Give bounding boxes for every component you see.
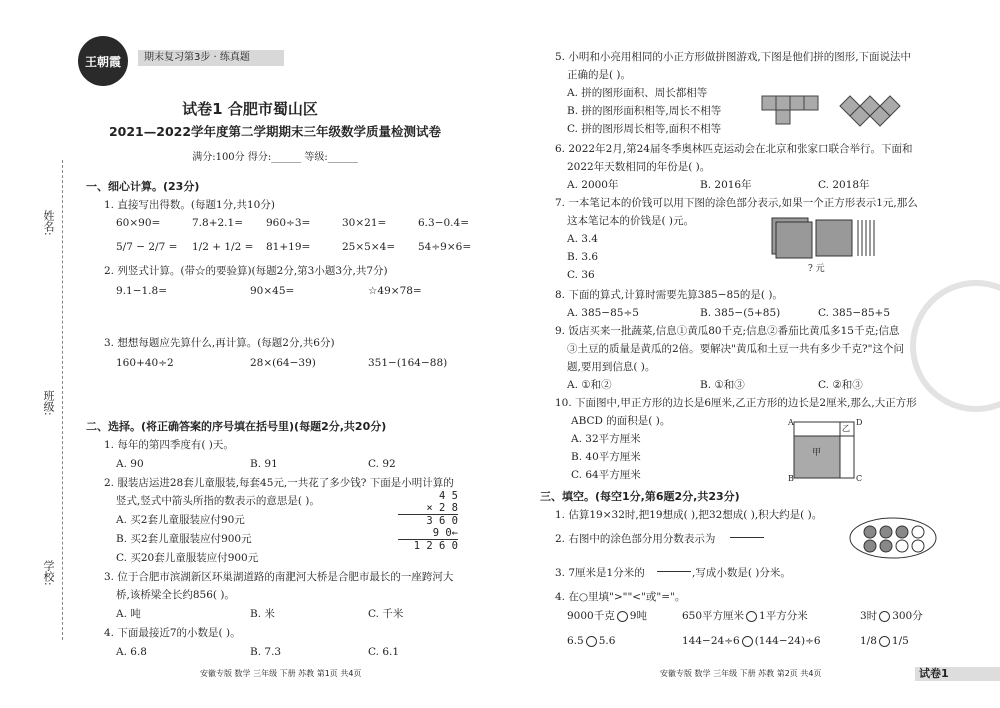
s5-option: A. 拼的图形面积、周长都相等 (567, 87, 708, 99)
s2-prompt: 2. 服装店运进28套儿童服装,每套45元,一共花了多少钱? 下面是小明计算的 (104, 477, 454, 489)
q1-item: 30×21= (342, 217, 387, 229)
s5-prompt: 5. 小明和小亮用相同的小正方形做拼图游戏,下图是他们拼的图形,下面说法中 (555, 51, 912, 63)
s10-option: A. 32平方厘米 (571, 433, 641, 445)
q1-item: 5/7 − 2/7 = (116, 241, 178, 253)
q1-item: 1/2 + 1/2 = (192, 241, 254, 253)
lhs: 3时 (860, 610, 878, 622)
f2-figure (848, 516, 938, 560)
lhs: 1/8 (860, 635, 877, 647)
calc-line: 4 5 (439, 490, 458, 502)
q1-item: 54÷9×6= (418, 241, 472, 253)
q1-item: 960÷3= (266, 217, 311, 229)
s1-prompt: 1. 每年的第四季度有( )天。 (104, 439, 234, 451)
label-yi: 乙 (842, 424, 850, 433)
q1-prompt: 1. 直接写出得数。(每题1分,共10分) (104, 199, 275, 211)
s9-prompt-cont: ③土豆的质量是黄瓜的2倍。要解决"黄瓜和土豆一共有多少千克?"这个问 (567, 343, 904, 355)
score-line: 满分:100分 得分:______ 等级:______ (192, 152, 358, 163)
rhs: (144−24)÷6 (754, 635, 821, 647)
right-footer: 安徽专版 数学 三年级 下册 苏教 第2页 共4页 (660, 669, 822, 678)
q3-item: 351−(164−88) (368, 357, 448, 369)
lhs: 650平方厘米 (682, 610, 745, 622)
s5-option: C. 拼的图形周长相等,面积不相等 (567, 123, 722, 135)
s6-option: B. 2016年 (700, 179, 752, 191)
compare-circle[interactable] (746, 611, 757, 622)
class-label: 班级: (42, 390, 55, 416)
f3-prompt-cont: ,写成小数是( )分米。 (692, 567, 791, 579)
section-3-heading: 三、填空。(每空1分,第6题2分,共23分) (540, 490, 740, 503)
s3-prompt-cont: 桥,该桥梁全长约856( )。 (116, 589, 235, 601)
s10-figure (786, 416, 866, 486)
f2-prompt: 2. 右图中的涂色部分用分数表示为 (555, 533, 716, 545)
binding-line (62, 160, 63, 640)
paper-tag: 试卷1 (915, 667, 1000, 681)
rhs: 300分 (892, 610, 923, 622)
label-c: C (856, 474, 863, 483)
calc-line: 1 2 6 0 (413, 540, 458, 552)
f3-fraction-blank (657, 558, 691, 586)
s7-figure (770, 216, 880, 260)
s2-option: A. 买2套儿童服装应付90元 (116, 514, 245, 526)
label-a: A (788, 418, 794, 427)
rhs: 5.6 (598, 635, 616, 647)
f3-prompt: 3. 7厘米是1分米的 (555, 567, 645, 579)
s5-prompt-cont: 正确的是( )。 (567, 69, 632, 81)
header-banner: 期末复习第3步 · 练真题 (138, 50, 284, 66)
s3-option: B. 米 (250, 608, 275, 620)
s5-figure (760, 88, 910, 128)
s6-option: C. 2018年 (818, 179, 870, 191)
compare-circle[interactable] (586, 636, 597, 647)
brand-seal: 王朝霞 (78, 36, 128, 86)
s8-option: A. 385−85÷5 (567, 307, 639, 319)
q1-item: 6.3−0.4= (418, 217, 469, 229)
s9-option: B. ①和③ (700, 379, 745, 391)
s7-prompt: 7. 一本笔记本的价钱可以用下图的涂色部分表示,如果一个正方形表示1元,那么 (555, 197, 918, 209)
rhs: 1平方分米 (759, 610, 808, 622)
q2-item: 90×45= (250, 285, 295, 297)
q1-item: 7.8+2.1= (192, 217, 243, 229)
paper-title: 试卷1 合肥市蜀山区 (182, 100, 318, 118)
s2-prompt-cont: 竖式,竖式中箭头所指的数表示的意思是( )。 (116, 495, 320, 507)
s7-prompt-cont: 这本笔记本的价钱是( )元。 (567, 215, 695, 227)
s10-option: C. 64平方厘米 (571, 469, 641, 481)
s3-option: C. 千米 (368, 608, 404, 620)
compare-item (567, 634, 615, 648)
s6-prompt: 6. 2022年2月,第24届冬季奥林匹克运动会在北京和张家口联合举行。下面和 (555, 143, 913, 155)
s1-option: C. 92 (368, 458, 396, 470)
lhs: 144−24÷6 (682, 635, 740, 647)
s1-option: B. 91 (250, 458, 278, 470)
q1-item: 25×5×4= (342, 241, 396, 253)
compare-item (860, 609, 923, 623)
school-label: 学校: (42, 560, 55, 586)
compare-item (682, 634, 821, 648)
s2-option: C. 买20套儿童服装应付900元 (116, 552, 259, 564)
q3-item: 28×(64−39) (250, 357, 316, 369)
s1-option: A. 90 (116, 458, 144, 470)
paper-subtitle: 2021—2022学年度第二学期期末三年级数学质量检测试卷 (108, 124, 442, 139)
q1-item: 81+19= (266, 241, 311, 253)
compare-item (682, 609, 808, 623)
compare-circle[interactable] (617, 611, 628, 622)
q3-item: 160+40÷2 (116, 357, 174, 369)
label-d: D (856, 418, 863, 427)
s9-option: C. ②和③ (818, 379, 863, 391)
s10-prompt: 10. 下面图中,甲正方形的边长是6厘米,乙正方形的边长是2厘米,那么,大正方形 (555, 397, 917, 409)
label-jia: 甲 (812, 448, 822, 458)
q2-prompt: 2. 列竖式计算。(带☆的要验算)(每题2分,第3小题3分,共7分) (104, 265, 388, 277)
q2-item: ☆49×78= (368, 285, 422, 297)
q2-item: 9.1−1.8= (116, 285, 167, 297)
s9-prompt: 9. 饭店买来一批蔬菜,信息①黄瓜80千克;信息②番茄比黄瓜多15千克;信息 (555, 325, 900, 337)
s8-prompt: 8. 下面的算式,计算时需要先算385−85的是( )。 (555, 289, 783, 301)
s2-option: B. 买2套儿童服装应付900元 (116, 533, 252, 545)
calc-line: 9 0← (398, 527, 458, 540)
lhs: 9000千克 (567, 610, 615, 622)
calc-line: × 2 8 (398, 502, 458, 515)
s10-prompt-cont: ABCD 的面积是( )。 (571, 415, 671, 427)
s7-option: A. 3.4 (567, 233, 598, 245)
compare-circle[interactable] (742, 636, 753, 647)
calc-line: 3 6 0 (426, 515, 458, 527)
compare-item (567, 609, 647, 623)
s7-figure-label: ? 元 (808, 264, 825, 274)
s5-option: B. 拼的图形面积相等,周长不相等 (567, 105, 722, 117)
s6-option: A. 2000年 (567, 179, 619, 191)
rhs: 1/5 (891, 635, 909, 647)
s4-option: B. 7.3 (250, 646, 282, 658)
vertical-calc (398, 490, 458, 552)
q1-item: 60×90= (116, 217, 161, 229)
name-label: 姓名: (42, 210, 55, 236)
lhs: 6.5 (567, 635, 584, 647)
left-footer: 安徽专版 数学 三年级 下册 苏教 第1页 共4页 (200, 669, 362, 678)
q3-prompt: 3. 想想每题应先算什么,再计算。(每题2分,共6分) (104, 337, 335, 349)
s10-option: B. 40平方厘米 (571, 451, 641, 463)
f2-fraction-blank (730, 524, 764, 552)
s8-option: C. 385−85+5 (818, 307, 891, 319)
s4-option: C. 6.1 (368, 646, 400, 658)
section-1-heading: 一、细心计算。(23分) (86, 180, 200, 193)
compare-circle[interactable] (879, 636, 890, 647)
f1-prompt: 1. 估算19×32时,把19想成( ),把32想成( ),积大约是( )。 (555, 509, 823, 521)
watermark (910, 280, 1000, 412)
f4-prompt: 4. 在○里填">""<"或"="。 (555, 591, 686, 603)
s3-option: A. 吨 (116, 608, 141, 620)
compare-circle[interactable] (879, 611, 890, 622)
s7-option: C. 36 (567, 269, 595, 281)
s3-prompt: 3. 位于合肥市滨湖新区环巢湖道路的南淝河大桥是合肥市最长的一座跨河大 (104, 571, 454, 583)
label-b: B (788, 474, 794, 483)
rhs: 9吨 (629, 610, 647, 622)
s6-prompt-cont: 2022年天数相同的年份是( )。 (567, 161, 711, 173)
s4-prompt: 4. 下面最接近7的小数是( )。 (104, 627, 241, 639)
s8-option: B. 385−(5+85) (700, 307, 781, 319)
s7-option: B. 3.6 (567, 251, 599, 263)
compare-item (860, 634, 909, 648)
s9-option: A. ①和② (567, 379, 612, 391)
s4-option: A. 6.8 (116, 646, 147, 658)
s9-prompt-cont: 题,要用到信息( )。 (567, 361, 656, 373)
section-2-heading: 二、选择。(将正确答案的序号填在括号里)(每题2分,共20分) (86, 420, 387, 433)
